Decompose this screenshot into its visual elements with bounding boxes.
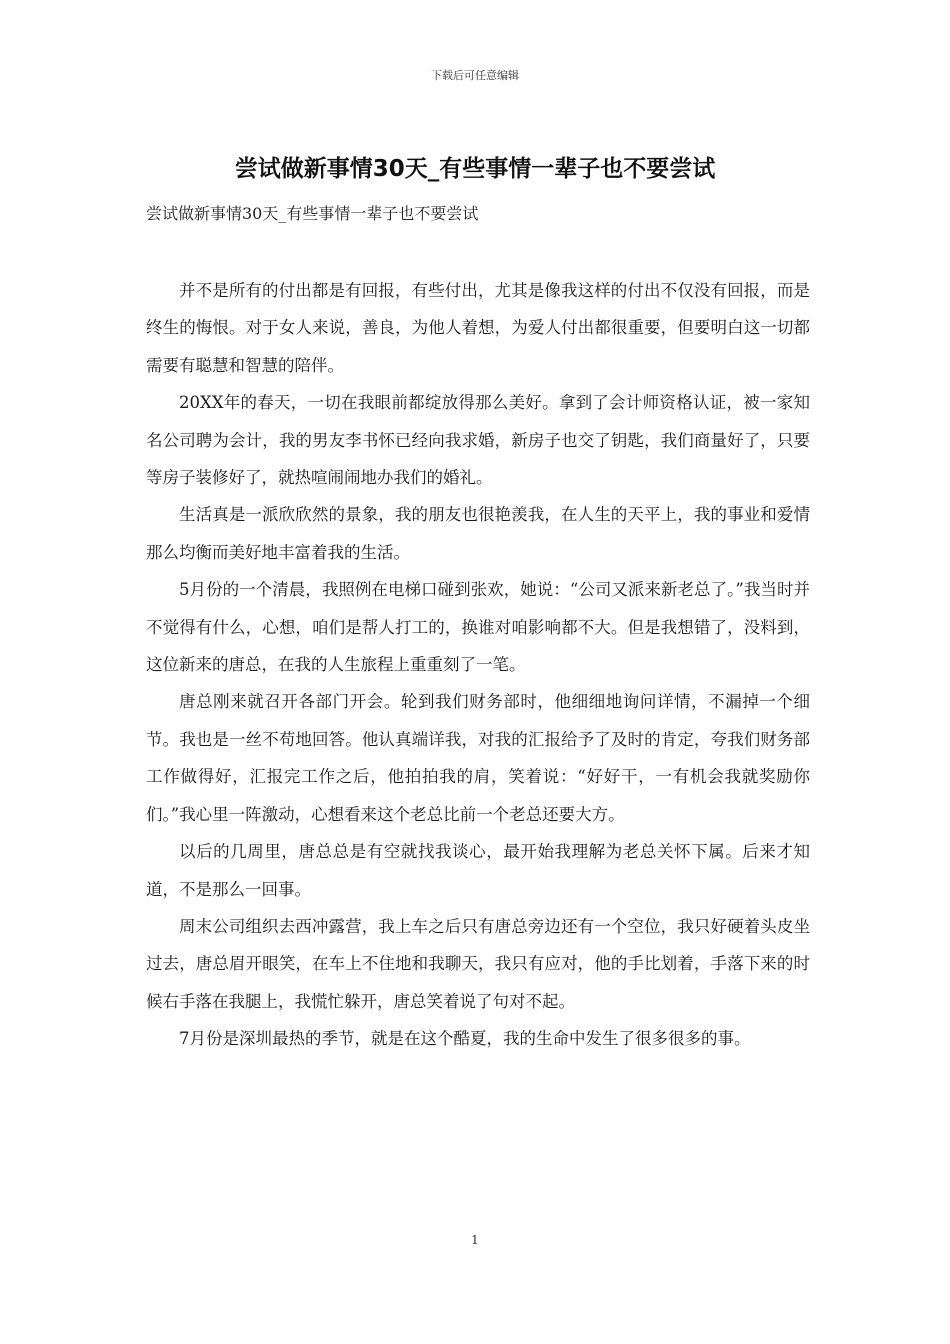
paragraph: 唐总刚来就召开各部门开会。轮到我们财务部时，他细细地询问详情，不漏掉一个细节。我也是一丝不苟地回答。他认真端详我，对我的汇报给予了及时的肯定，夸我们财务部工作做得好，汇报完工作之后，他拍拍我的肩，笑着说：“好好干，一有机会我就奖励你们。”我心里一阵激动，心想看来这个老总比前一个老总还要大方。 (146, 692, 810, 824)
header-note: 下载后可任意编辑 (431, 69, 519, 82)
paragraph: 以后的几周里，唐总总是有空就找我谈心，最开始我理解为老总关怀下属。后来才知道，不是那么一回事。 (146, 842, 810, 899)
document-subtitle: 尝试做新事情30天_有些事情一辈子也不要尝试 (146, 204, 479, 223)
document-title: 尝试做新事情30天_有些事情一辈子也不要尝试 (234, 156, 716, 182)
paragraph: 7月份是深圳最热的季节，就是在这个酷夏，我的生命中发生了很多很多的事。 (179, 1029, 751, 1049)
paragraph: 5月份的一个清晨，我照例在电梯口碰到张欢，她说：“公司又派来新老总了。”我当时并不觉得有什么，心想，咱们是帮人打工的，换谁对咱影响都不大。但是我想错了，没料到，这位新来的唐总，在我的人生旅程上重重刻了一笔。 (146, 580, 810, 675)
paragraph: 20XX年的春天，一切在我眼前都绽放得那么美好。拿到了会计师资格认证，被一家知名公司聘为会计，我的男友李书怀已经向我求婚，新房子也交了钥匙，我们商量好了，只要等房子装修好了，就热喧闹闹地办我们的婚礼。 (146, 393, 810, 488)
paragraph: 周末公司组织去西冲露营，我上车之后只有唐总旁边还有一个空位，我只好硬着头皮坐过去，唐总眉开眼笑，在车上不住地和我聊天，我只有应对，他的手比划着，手落下来的时候右手落在我腿上，我慌忙躲开，唐总笑着说了句对不起。 (146, 916, 810, 1011)
document-body (146, 272, 810, 1058)
page-number: 1 (471, 1233, 479, 1247)
paragraph: 并不是所有的付出都是有回报，有些付出，尤其是像我这样的付出不仅没有回报，而是终生的悔恨。对于女人来说，善良，为他人着想，为爱人付出都很重要，但要明白这一切都需要有聪慧和智慧的陪伴。 (146, 281, 810, 375)
paragraph: 生活真是一派欣欣然的景象，我的朋友也很艳羡我，在人生的天平上，我的事业和爱情那么均衡而美好地丰富着我的生活。 (146, 505, 810, 562)
